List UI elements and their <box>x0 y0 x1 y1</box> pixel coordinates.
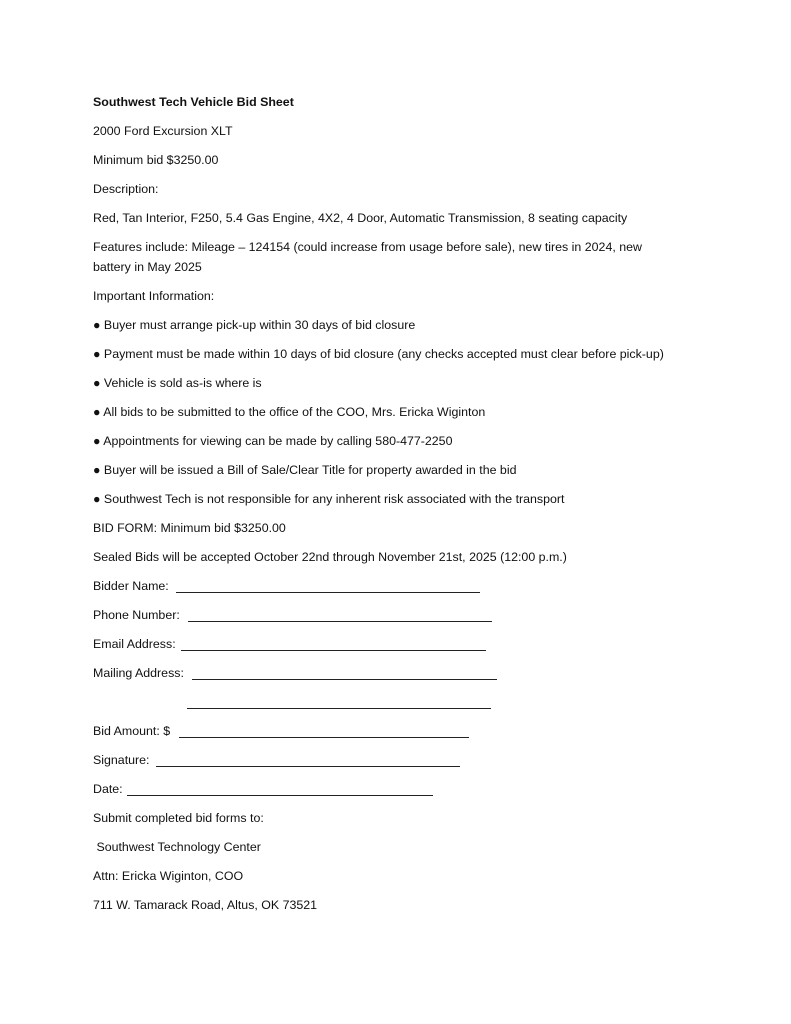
bullet-item: ● Buyer will be issued a Bill of Sale/Clear Title for property awarded in the bid <box>93 463 517 477</box>
signature-label: Signature: <box>93 753 150 767</box>
mailing-field-line-1[interactable] <box>192 679 497 680</box>
mailing-label: Mailing Address: <box>93 666 184 680</box>
bid-amount-field[interactable] <box>179 737 469 738</box>
important-label: Important Information: <box>93 289 215 303</box>
bullet-item: ● All bids to be submitted to the office of the COO, Mrs. Ericka Wiginton <box>93 405 486 419</box>
features-line-1: Features include: Mileage – 124154 (could increase from usage before sale), new tires in 2024, new <box>93 240 642 254</box>
phone-field[interactable] <box>188 621 492 622</box>
bid-form-heading: BID FORM: Minimum bid $3250.00 <box>93 521 286 535</box>
description-text: Red, Tan Interior, F250, 5.4 Gas Engine, 4X2, 4 Door, Automatic Transmission, 8 seating capacity <box>93 211 628 225</box>
signature-field[interactable] <box>156 766 460 767</box>
page-title: Southwest Tech Vehicle Bid Sheet <box>93 95 294 109</box>
address-attn: Attn: Ericka Wiginton, COO <box>93 869 244 883</box>
bullet-item: ● Appointments for viewing can be made by calling 580-477-2250 <box>93 434 453 448</box>
bidder-name-field[interactable] <box>176 592 480 593</box>
date-field[interactable] <box>127 795 433 796</box>
minimum-bid: Minimum bid $3250.00 <box>93 153 219 167</box>
sealed-bids-note: Sealed Bids will be accepted October 22nd through November 21st, 2025 (12:00 p.m.) <box>93 550 567 564</box>
email-field[interactable] <box>181 650 486 651</box>
bidder-name-label: Bidder Name: <box>93 579 169 593</box>
vehicle-name: 2000 Ford Excursion XLT <box>93 124 233 138</box>
bid-amount-label: Bid Amount: $ <box>93 724 171 738</box>
features-line-2: battery in May 2025 <box>93 260 202 274</box>
bullet-item: ● Payment must be made within 10 days of bid closure (any checks accepted must clear before pick-up) <box>93 347 664 361</box>
address-street: 711 W. Tamarack Road, Altus, OK 73521 <box>93 898 318 912</box>
submit-label: Submit completed bid forms to: <box>93 811 264 825</box>
address-org: Southwest Technology Center <box>93 840 261 854</box>
description-label: Description: <box>93 182 159 196</box>
date-label: Date: <box>93 782 123 796</box>
mailing-field-line-2[interactable] <box>187 708 491 709</box>
bullet-item: ● Vehicle is sold as-is where is <box>93 376 262 390</box>
email-label: Email Address: <box>93 637 176 651</box>
bullet-item: ● Buyer must arrange pick-up within 30 days of bid closure <box>93 318 416 332</box>
bullet-item: ● Southwest Tech is not responsible for any inherent risk associated with the transport <box>93 492 565 506</box>
phone-label: Phone Number: <box>93 608 180 622</box>
